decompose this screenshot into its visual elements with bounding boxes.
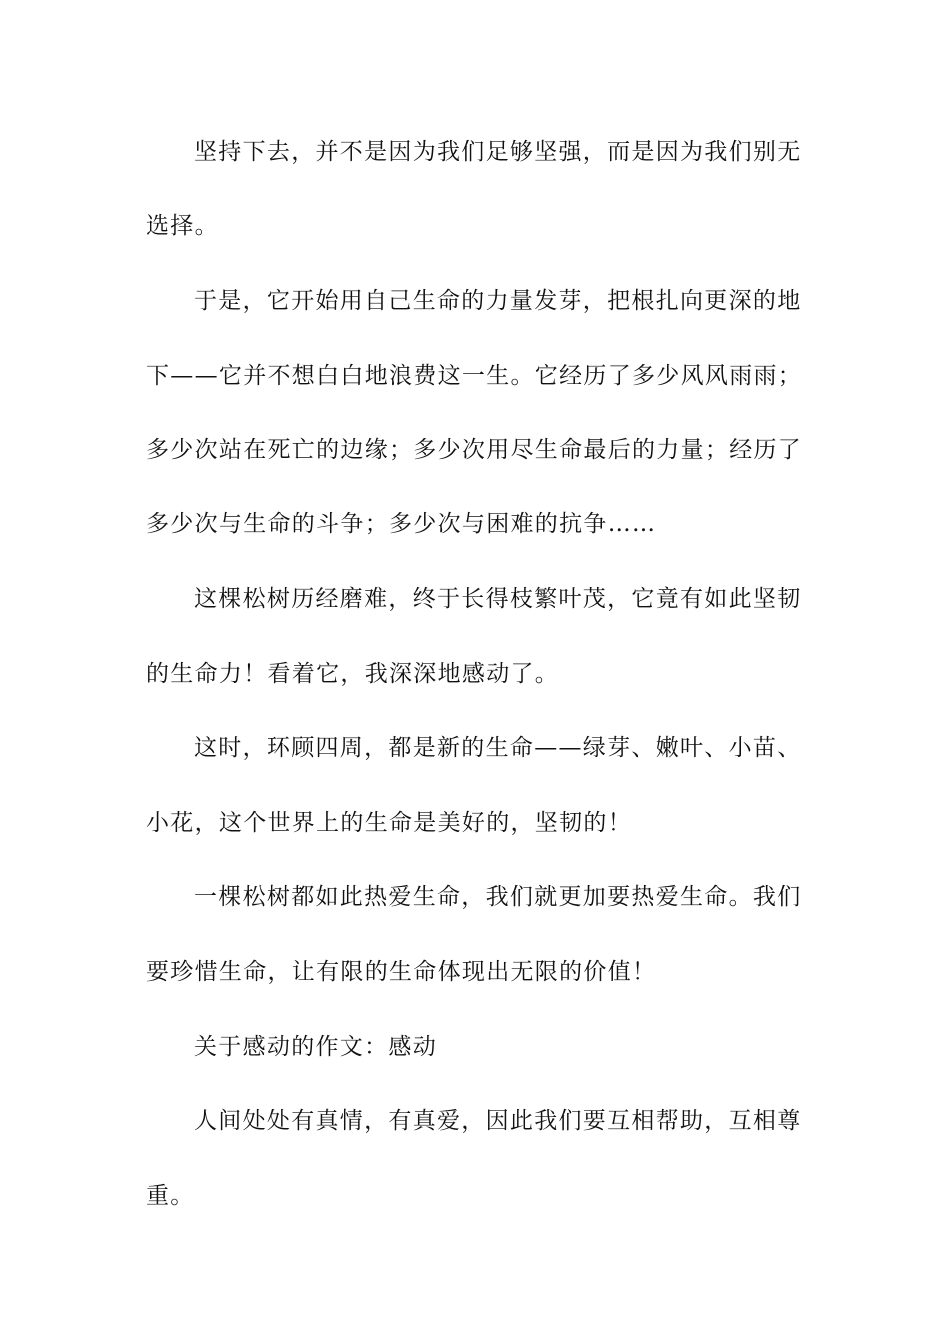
paragraph-line: 这棵松树历经磨难，终于长得枝繁叶茂，它竟有如此坚韧	[194, 586, 802, 612]
paragraph-line: 这时，环顾四周，都是新的生命——绿芽、嫩叶、小苗、	[194, 735, 802, 761]
paragraph-line: 一棵松树都如此热爱生命，我们就更加要热爱生命。我们	[194, 884, 802, 910]
paragraph-line: 要珍惜生命，让有限的生命体现出无限的价值！	[146, 959, 657, 985]
paragraph-line: 选择。	[146, 213, 219, 239]
paragraph-line: 重。	[146, 1183, 195, 1209]
section-heading: 关于感动的作文：感动	[194, 1034, 437, 1060]
paragraph-line: 于是，它开始用自己生命的力量发芽，把根扎向更深的地	[194, 288, 802, 314]
paragraph-line: 的生命力！看着它，我深深地感动了。	[146, 661, 560, 687]
paragraph-line: 下——它并不想白白地浪费这一生。它经历了多少风风雨雨；	[146, 363, 803, 389]
paragraph-line: 多少次与生命的斗争；多少次与困难的抗争……	[146, 511, 657, 537]
paragraph-line: 人间处处有真情，有真爱，因此我们要互相帮助，互相尊	[194, 1108, 802, 1134]
paragraph-line: 小花，这个世界上的生命是美好的，坚韧的！	[146, 810, 632, 836]
paragraph-line: 多少次站在死亡的边缘；多少次用尽生命最后的力量；经历了	[146, 437, 803, 463]
paragraph-line: 坚持下去，并不是因为我们足够坚强，而是因为我们别无	[194, 139, 802, 165]
